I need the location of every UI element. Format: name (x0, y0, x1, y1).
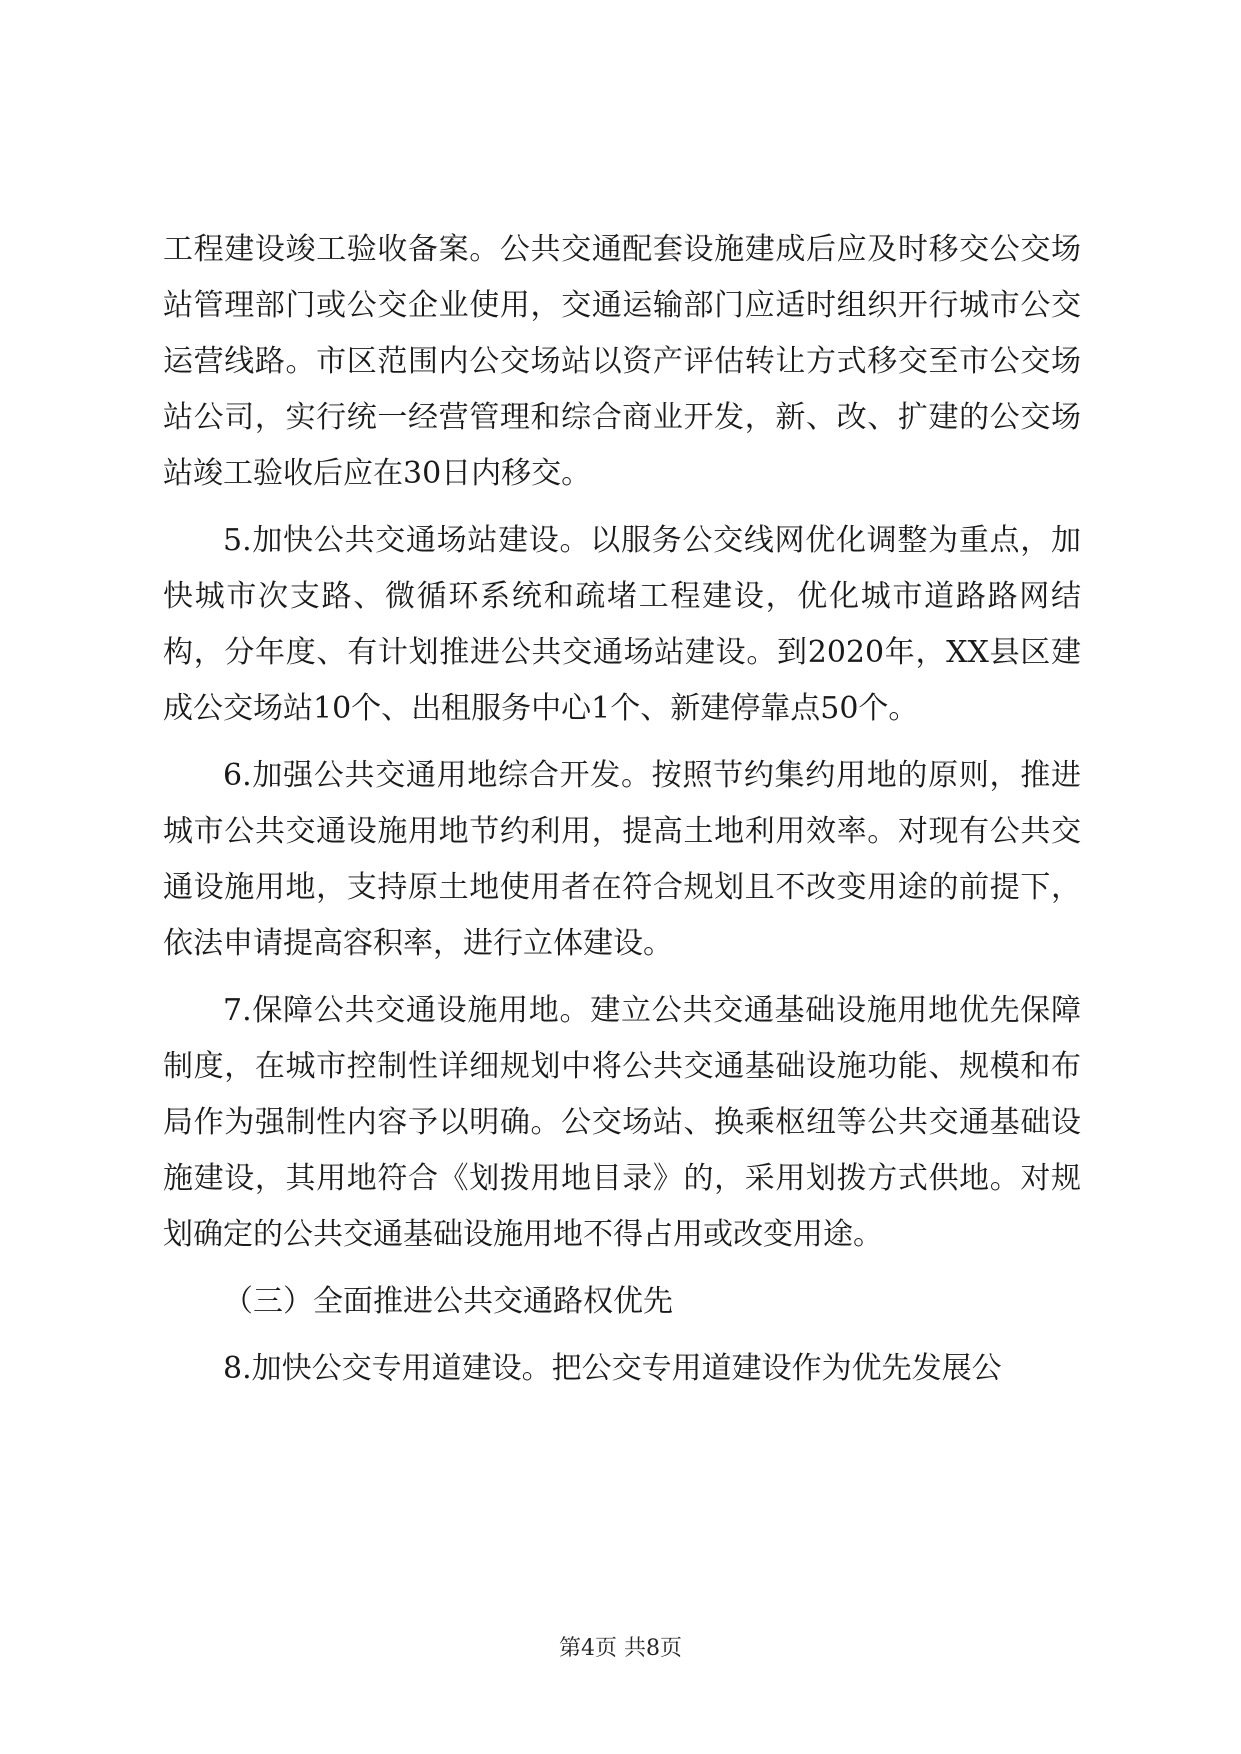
document-body (163, 222, 1081, 1408)
paragraph-continuation: 工程建设竣工验收备案。公共交通配套设施建成后应及时移交公交场站管理部门或公交企业使用，交通运输部门应适时组织开行城市公交运营线路。市区范围内公交场站以资产评估转让方式移交至市公交场站公司，实行统一经营管理和综合商业开发，新、改、扩建的公交场站竣工验收后应在30日内移交。 (163, 232, 1081, 491)
paragraph-item-8: 8.加快公交专用道建设。把公交专用道建设作为优先发展公 (223, 1351, 1002, 1386)
paragraph-item-7: 7.保障公共交通设施用地。建立公共交通基础设施用地优先保障制度，在城市控制性详细规划中将公共交通基础设施功能、规模和布局作为强制性内容予以明确。公交场站、换乘枢纽等公共交通基础设施建设，其用地符合《划拨用地目录》的，采用划拨方式供地。对规划确定的公共交通基础设施用地不得占用或改变用途。 (163, 993, 1081, 1252)
section-heading: （三）全面推进公共交通路权优先 (223, 1284, 673, 1319)
paragraph-item-5: 5.加快公共交通场站建设。以服务公交线网优化调整为重点，加快城市次支路、微循环系统和疏堵工程建设，优化城市道路路网结构，分年度、有计划推进公共交通场站建设。到2020年，XX县区建成公交场站10个、出租服务中心1个、新建停靠点50个。 (163, 523, 1081, 726)
page-footer: 第4页 共8页 (559, 1636, 682, 1661)
paragraph-item-6: 6.加强公共交通用地综合开发。按照节约集约用地的原则，推进城市公共交通设施用地节约利用，提高土地利用效率。对现有公共交通设施用地，支持原土地使用者在符合规划且不改变用途的前提下，依法申请提高容积率，进行立体建设。 (163, 758, 1081, 961)
